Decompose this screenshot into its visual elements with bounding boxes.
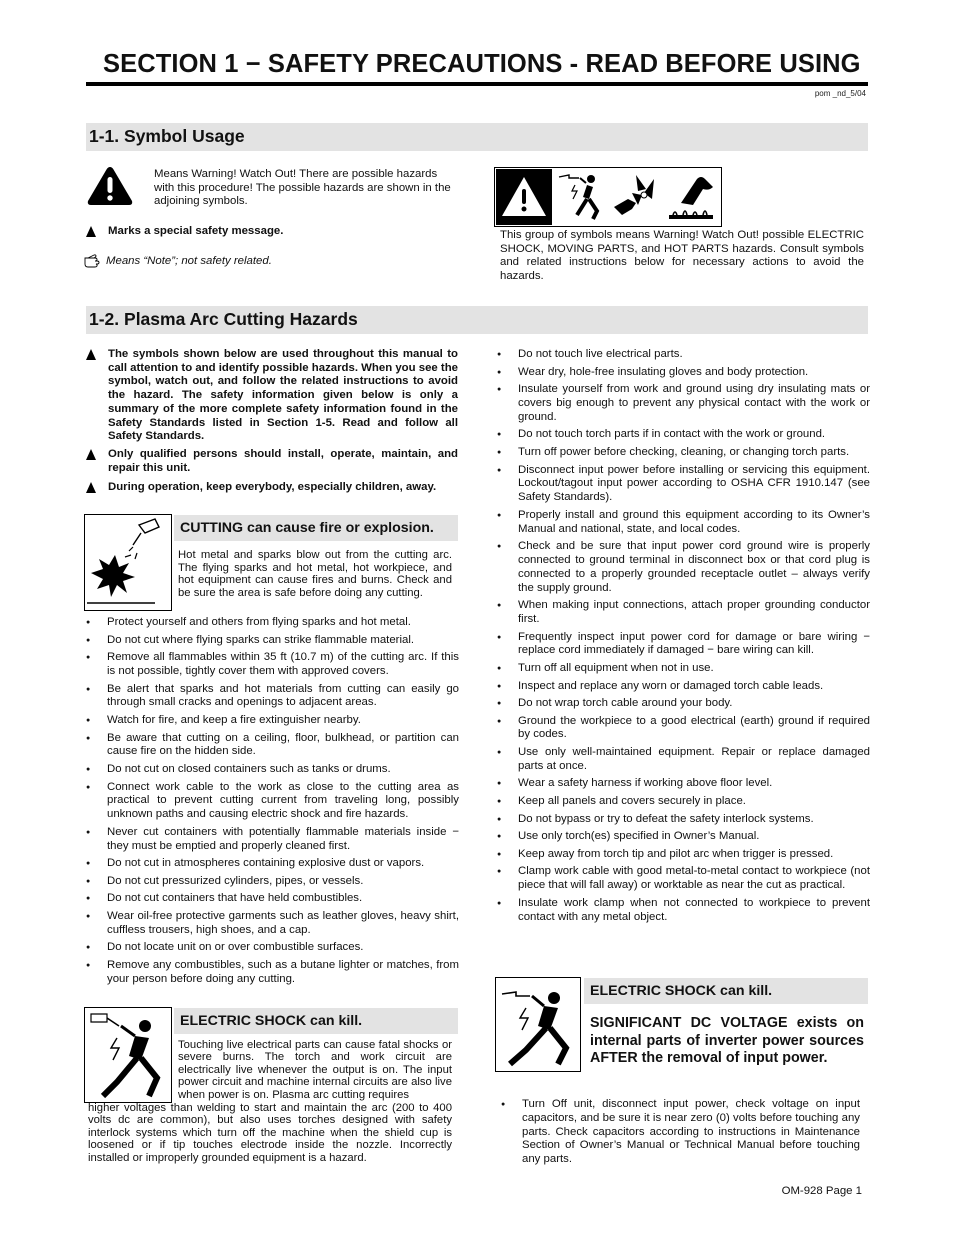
list-item: ● Ground the workpiece to a good electrical (earth) ground if required by codes. bbox=[496, 715, 870, 743]
list-item: ● Check and be sure that input power cord ground wire is properly connected to ground terminal in disconnect box or that cord plug is connected to a properly grounded receptacle outlet – always verify the supply ground. bbox=[496, 540, 870, 595]
shock-hazard-heading: ELECTRIC SHOCK can kill. bbox=[174, 1008, 458, 1034]
list-item: ● Turn Off unit, disconnect input power, check voltage on input capacitors, and be sure it is near zero (0) volts before touching any parts. Check capacitors according to instructions in Maintenance Section of Owner’s Manual or Technical Manual before touching any parts. bbox=[500, 1098, 860, 1167]
list-item: ● Turn off all equipment when not in use. bbox=[496, 662, 870, 676]
page-number: OM-928 Page 1 bbox=[781, 1185, 862, 1197]
list-item: ● Frequently inspect input power cord for damage or bare wiring − replace cord immediately if damaged − bare wiring can kill. bbox=[496, 631, 870, 659]
intro-message: During operation, keep everybody, especially children, away. bbox=[86, 481, 458, 495]
plasma-intro bbox=[86, 348, 458, 495]
cutting-hazard-text: Hot metal and sparks blow out from the cutting arc. The flying sparks and hot metal, hot workpiece, and hot equipment can cause fires and burns. Check and be sure the area is safe before doing any cutting. bbox=[178, 549, 452, 599]
cutting-precautions-list bbox=[85, 616, 459, 990]
list-item: ● Connect work cable to the work as close to the cutting area as practical to prevent cutting current from traveling long, possibly unknown paths and causing electric shock and fire hazards. bbox=[85, 781, 459, 822]
electric-shock-icon bbox=[84, 1007, 172, 1103]
list-item: ● Wear oil-free protective garments such as leather gloves, heavy shirt, cuffless trousers, high shoes, and a cap. bbox=[85, 910, 459, 938]
list-item: ● Protect yourself and others from flying sparks and hot metal. bbox=[85, 616, 459, 630]
note-hand-icon bbox=[84, 254, 104, 273]
list-item: ● Insulate work clamp when not connected to workpiece to prevent contact with any metal object. bbox=[496, 897, 870, 925]
list-item: ● Wear dry, hole-free insulating gloves and body protection. bbox=[496, 366, 870, 380]
safety-triangle-icon bbox=[86, 449, 96, 460]
safety-triangle-icon bbox=[86, 226, 96, 237]
safety-triangle-icon bbox=[86, 482, 96, 493]
document-code: pom _nd_5/04 bbox=[814, 89, 866, 98]
shock-hazard-text-continued: higher voltages than welding to start and maintain the arc (200 to 400 volts dc are common), but also uses torches designed with safety interlock systems which turn off the machine when the shield cup is loosened or if tip touches electrode inside the nozzle. Incorrectly installed or improperly grounded equipment is a hazard. bbox=[88, 1102, 452, 1164]
list-item: ● Do not cut on closed containers such as tanks or drums. bbox=[85, 763, 459, 777]
warning-symbol-description: Means Warning! Watch Out! There are possible hazards with this procedure! The possible hazards are shown in the adjoining symbols. bbox=[154, 168, 451, 208]
list-item: ● Turn off power before checking, cleaning, or changing torch parts. bbox=[496, 446, 870, 460]
shock-hazard-text: Touching live electrical parts can cause fatal shocks or severe burns. The torch and work circuit are electrically live whenever the output is on. The input power circuit and machine internal circuits are also live when power is on. Plasma arc cutting requires bbox=[178, 1039, 452, 1101]
list-item: ● Do not touch torch parts if in contact with the work or ground. bbox=[496, 428, 870, 442]
list-item: ● Never cut containers with potentially flammable materials inside − they must be emptied and properly cleaned first. bbox=[85, 826, 459, 854]
cutting-fire-icon bbox=[84, 514, 172, 611]
list-item: ● Do not cut containers that have held combustibles. bbox=[85, 892, 459, 906]
list-item: ● Watch for fire, and keep a fire extinguisher nearby. bbox=[85, 714, 459, 728]
hazard-symbol-group bbox=[494, 167, 722, 227]
list-item: ● Be alert that sparks and hot materials from cutting can easily go through small cracks and openings to adjacent areas. bbox=[85, 683, 459, 711]
electric-shock-icon bbox=[495, 977, 581, 1072]
list-item: ● Disconnect input power before installing or servicing this equipment. Lockout/tagout input power according to OSHA CFR 1910.147 (see Safety Standards). bbox=[496, 464, 870, 505]
moving-parts-icon bbox=[608, 169, 662, 225]
list-item: ● Do not touch live electrical parts. bbox=[496, 348, 870, 362]
cutting-hazard-heading: CUTTING can cause fire or explosion. bbox=[174, 515, 458, 541]
list-item: ● Properly install and ground this equipment according to its Owner’s Manual and national, state, and local codes. bbox=[496, 509, 870, 537]
marks-safety-message: Marks a special safety message. bbox=[86, 225, 466, 239]
shock-precautions-list bbox=[496, 348, 870, 928]
list-item: ● Be aware that cutting on a ceiling, floor, bulkhead, or partition can cause fire on the hidden side. bbox=[85, 732, 459, 760]
list-item: ● Do not bypass or try to defeat the safety interlock systems. bbox=[496, 813, 870, 827]
list-item: ● Use only torch(es) specified in Owner’s Manual. bbox=[496, 830, 870, 844]
list-item: ● Remove all flammables within 35 ft (10.7 m) of the cutting arc. If this is not possible, tightly cover them with approved covers. bbox=[85, 651, 459, 679]
title-rule bbox=[86, 82, 868, 86]
section-heading-plasma-hazards: 1-2. Plasma Arc Cutting Hazards bbox=[86, 306, 868, 334]
page-title: SECTION 1 − SAFETY PRECAUTIONS - READ BEFORE USING bbox=[103, 50, 861, 78]
warning-symbol-icon bbox=[496, 169, 552, 225]
list-item: ● Keep all panels and covers securely in place. bbox=[496, 795, 870, 809]
list-item: ● Do not wrap torch cable around your body. bbox=[496, 697, 870, 711]
electric-shock-icon bbox=[553, 169, 607, 225]
intro-message: The symbols shown below are used throughout this manual to call attention to and identify possible hazards. When you see the symbol, watch out, and follow the related instructions to avoid the hazard. The safety information given below is only a summary of the more complete safety information found in the Safety Standards listed in Section 1-5. Read and follow all Safety Standards. bbox=[86, 348, 458, 444]
list-item: ● Clamp work cable with good metal-to-metal contact to workpiece (not piece that will fall away) or worktable as near the cut as practical. bbox=[496, 865, 870, 893]
dc-shock-precautions-list bbox=[500, 1098, 860, 1171]
list-item: ● Remove any combustibles, such as a butane lighter or matches, from your person before doing any cutting. bbox=[85, 959, 459, 987]
list-item: ● Insulate yourself from work and ground using dry insulating mats or covers big enough to prevent any physical contact with the work or ground. bbox=[496, 383, 870, 424]
symbol-group-description: This group of symbols means Warning! Watch Out! possible ELECTRIC SHOCK, MOVING PARTS, and HOT PARTS hazards. Consult symbols and related instructions below for necessary actions to avoid the hazards. bbox=[500, 229, 864, 283]
list-item: ● Use only well-maintained equipment. Repair or replace damaged parts at once. bbox=[496, 746, 870, 774]
dc-voltage-warning: SIGNIFICANT DC VOLTAGE exists on internal parts of inverter power sources AFTER the removal of input power. bbox=[590, 1015, 864, 1067]
list-item: ● Do not cut pressurized cylinders, pipes, or vessels. bbox=[85, 875, 459, 889]
list-item: ● Do not locate unit on or over combustible surfaces. bbox=[85, 941, 459, 955]
intro-message: Only qualified persons should install, operate, maintain, and repair this unit. bbox=[86, 448, 458, 475]
list-item: ● When making input connections, attach proper grounding conductor first. bbox=[496, 599, 870, 627]
note-description: Means “Note”; not safety related. bbox=[106, 255, 272, 267]
dc-shock-hazard-heading: ELECTRIC SHOCK can kill. bbox=[584, 978, 868, 1004]
list-item: ● Do not cut in atmospheres containing explosive dust or vapors. bbox=[85, 857, 459, 871]
list-item: ● Keep away from torch tip and pilot arc when trigger is pressed. bbox=[496, 848, 870, 862]
list-item: ● Wear a safety harness if working above floor level. bbox=[496, 777, 870, 791]
section-heading-symbol-usage: 1-1. Symbol Usage bbox=[86, 123, 868, 151]
safety-triangle-icon bbox=[86, 349, 96, 360]
hot-parts-icon bbox=[663, 169, 719, 225]
list-item: ● Do not cut where flying sparks can strike flammable material. bbox=[85, 634, 459, 648]
warning-triangle-icon bbox=[86, 165, 134, 207]
list-item: ● Inspect and replace any worn or damaged torch cable leads. bbox=[496, 680, 870, 694]
